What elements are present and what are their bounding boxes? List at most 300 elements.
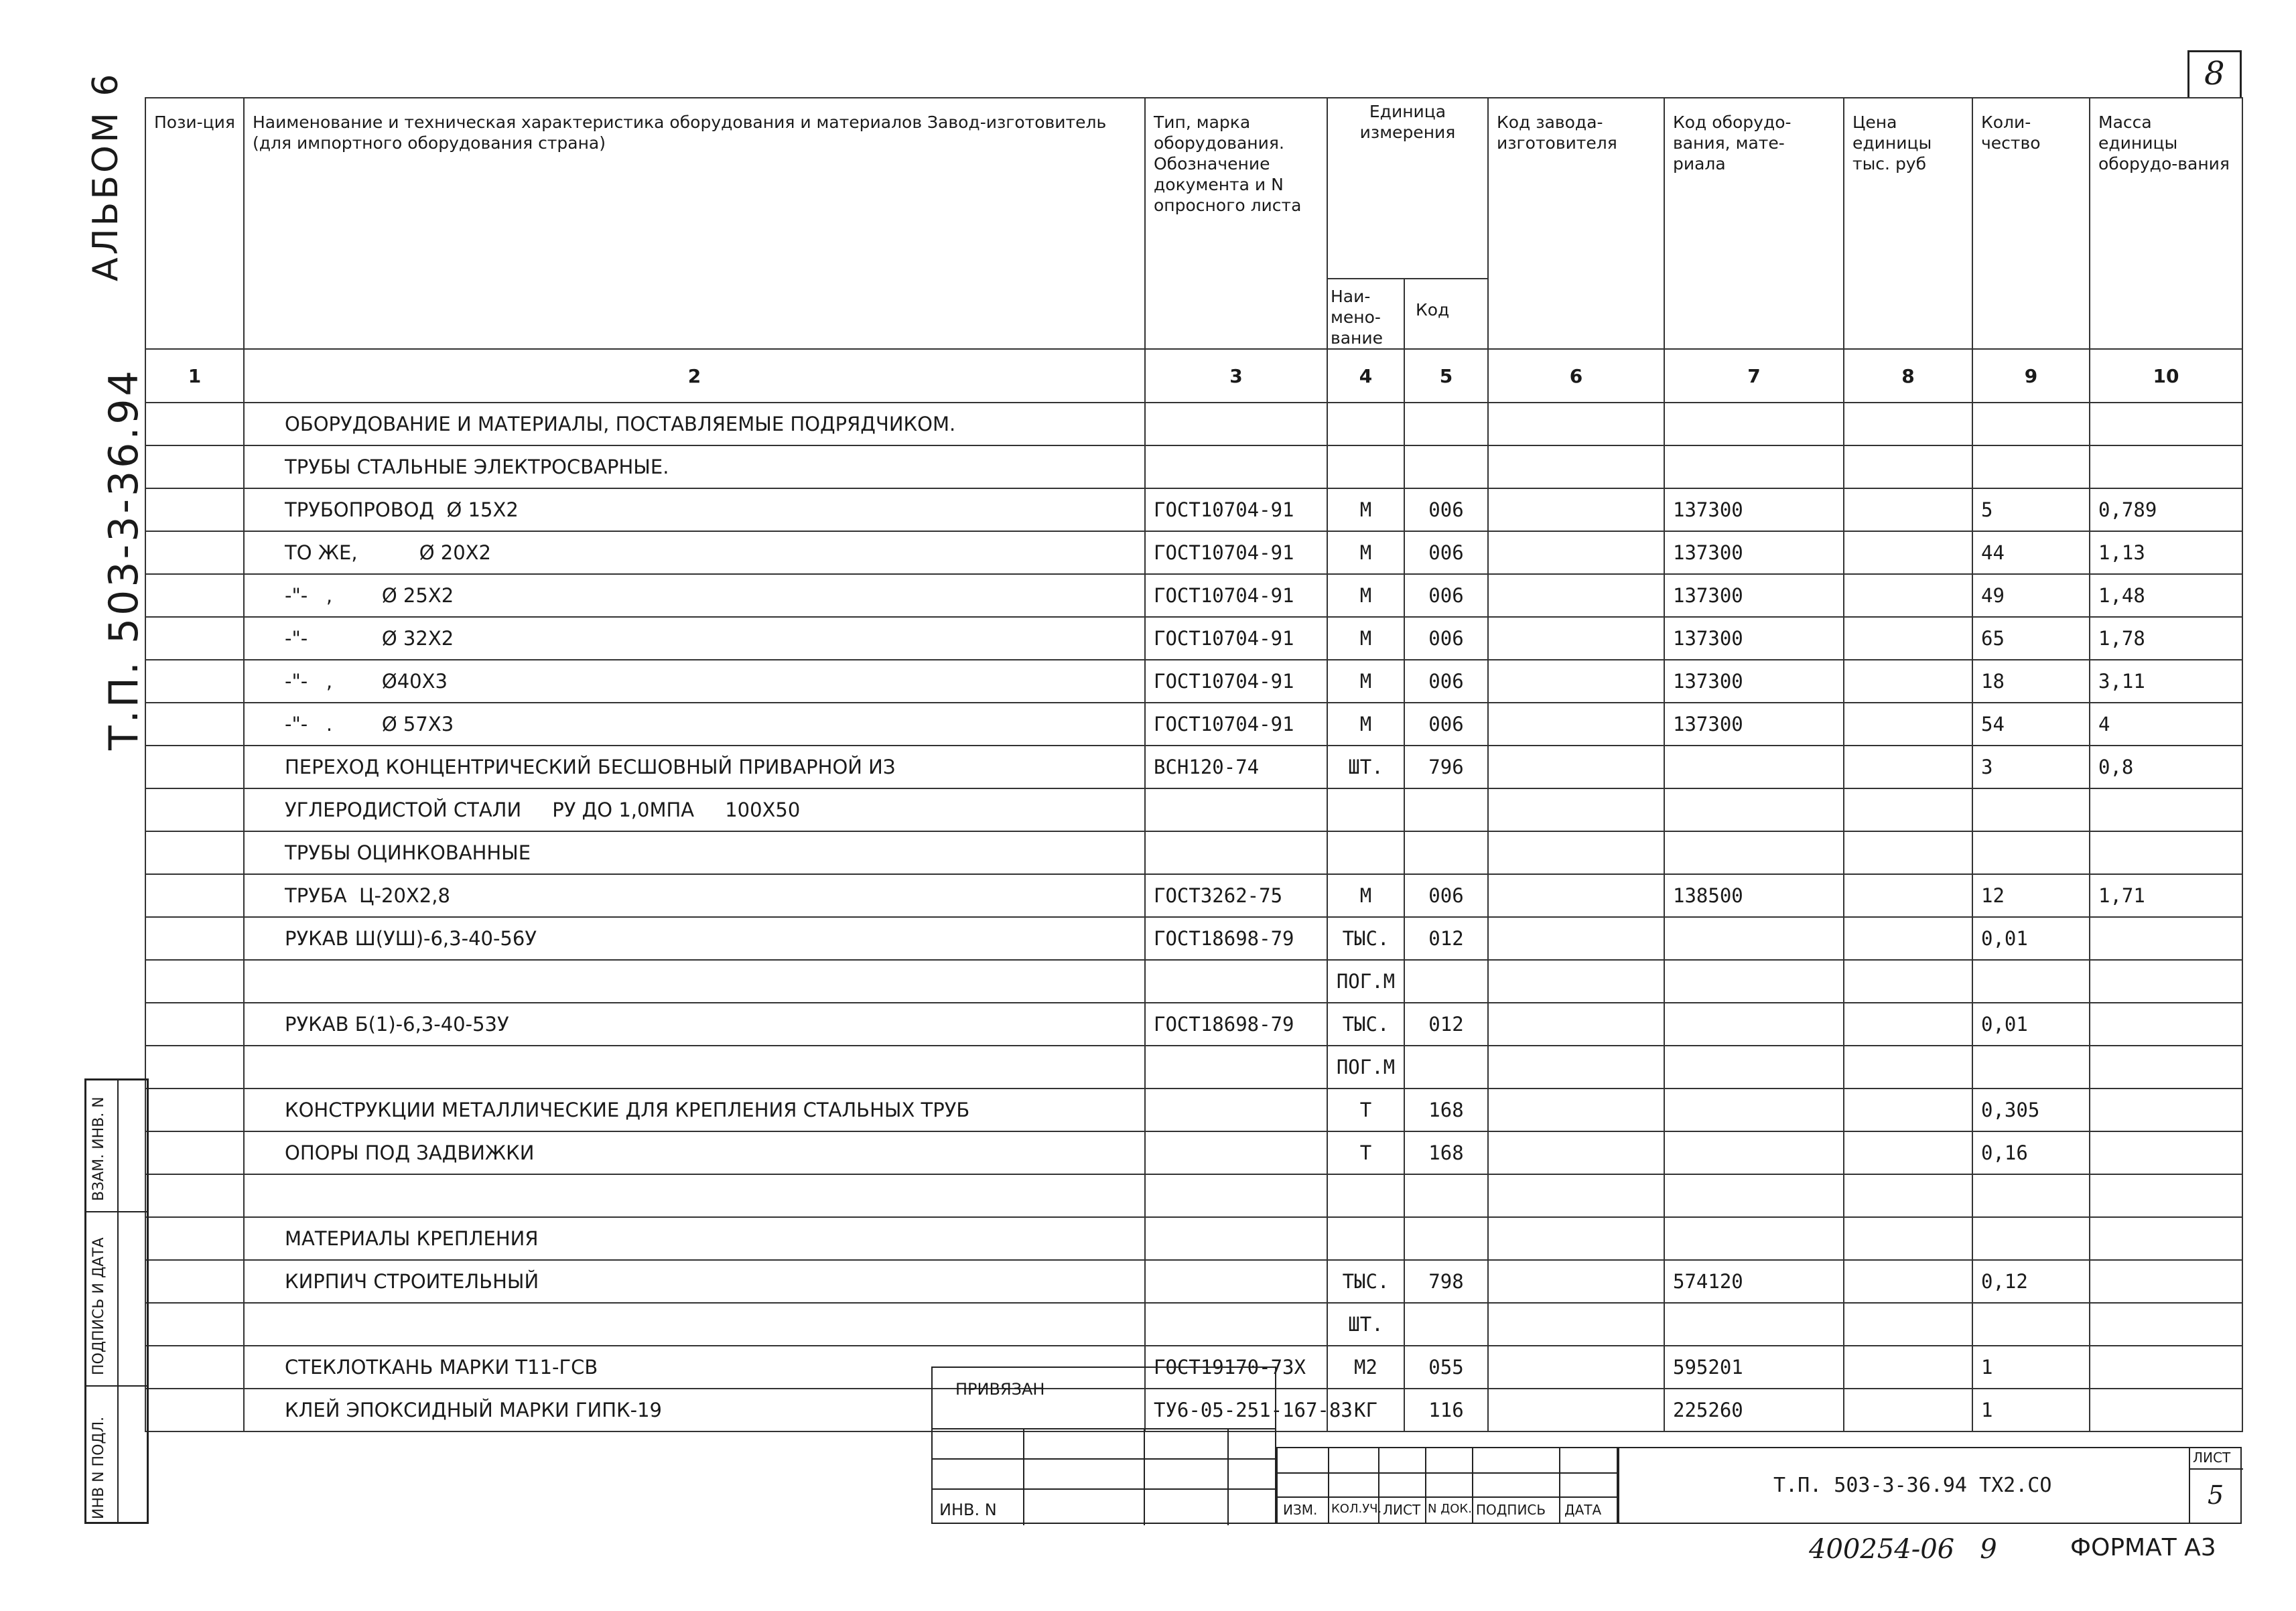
cell-unit: Т xyxy=(1327,1089,1404,1131)
cell-type xyxy=(1145,1046,1327,1089)
cell-factory-code xyxy=(1488,1174,1664,1217)
cell-quantity xyxy=(1972,1217,2090,1260)
cell-position xyxy=(145,403,244,445)
cell-unit-code: 796 xyxy=(1404,746,1488,788)
cell-quantity xyxy=(1972,445,2090,488)
cell-unit-code: 006 xyxy=(1404,488,1488,531)
izm-label: ИЗМ. xyxy=(1283,1502,1318,1518)
cell-type xyxy=(1145,403,1327,445)
cell-unit: ТЫС. xyxy=(1327,1003,1404,1046)
cell-price xyxy=(1844,403,1972,445)
table-row xyxy=(145,1131,2242,1174)
cell-material-code: 137300 xyxy=(1664,660,1844,703)
header-price: Цена единицы тыс. руб xyxy=(1844,98,1972,349)
cell-name: КИРПИЧ СТРОИТЕЛЬНЫЙ xyxy=(244,1260,1145,1303)
list-label: ЛИСТ xyxy=(1383,1502,1421,1518)
cell-factory-code xyxy=(1488,403,1664,445)
cell-name xyxy=(244,1174,1145,1217)
cell-name xyxy=(244,960,1145,1003)
table-row xyxy=(145,746,2242,788)
side-stamp xyxy=(84,1078,149,1524)
cell-position xyxy=(145,617,244,660)
stamp-podpis-data: ПОДПИСЬ И ДАТА xyxy=(90,1237,107,1375)
podpis-label: ПОДПИСЬ xyxy=(1476,1502,1546,1518)
inv-n-label: ИНВ. N xyxy=(939,1500,997,1519)
cell-type xyxy=(1145,831,1327,874)
cell-mass: 3,11 xyxy=(2090,660,2242,703)
stamp-vzam-inv: ВЗАМ. ИНВ. N xyxy=(90,1097,107,1201)
cell-unit-code: 006 xyxy=(1404,703,1488,746)
cell-factory-code xyxy=(1488,874,1664,917)
cell-unit: М xyxy=(1327,703,1404,746)
cell-position xyxy=(145,703,244,746)
cell-mass xyxy=(2090,1346,2242,1389)
cell-material-code: 574120 xyxy=(1664,1260,1844,1303)
cell-material-code: 225260 xyxy=(1664,1389,1844,1431)
table-row xyxy=(145,445,2242,488)
cell-material-code xyxy=(1664,788,1844,831)
cell-unit-code: 012 xyxy=(1404,1003,1488,1046)
cell-unit xyxy=(1327,1217,1404,1260)
cell-type: ГОСТ10704-91 xyxy=(1145,574,1327,617)
sheet-number: 8 xyxy=(2204,55,2225,92)
specification-table xyxy=(145,97,2243,1432)
cell-price xyxy=(1844,874,1972,917)
cell-name: ТРУБА Ц-20X2,8 xyxy=(244,874,1145,917)
cell-quantity: 12 xyxy=(1972,874,2090,917)
cell-price xyxy=(1844,617,1972,660)
cell-unit-code xyxy=(1404,403,1488,445)
cell-factory-code xyxy=(1488,531,1664,574)
cell-price xyxy=(1844,574,1972,617)
handwritten-number: 400254-06 9 xyxy=(1809,1534,1997,1565)
cell-position xyxy=(145,1046,244,1089)
cell-price xyxy=(1844,1217,1972,1260)
cell-unit: М xyxy=(1327,874,1404,917)
cell-quantity: 49 xyxy=(1972,574,2090,617)
cell-name xyxy=(244,1303,1145,1346)
table-row xyxy=(145,617,2242,660)
table-row xyxy=(145,488,2242,531)
cell-position xyxy=(145,1174,244,1217)
cell-quantity: 1 xyxy=(1972,1346,2090,1389)
cell-material-code xyxy=(1664,960,1844,1003)
cell-factory-code xyxy=(1488,617,1664,660)
cell-price xyxy=(1844,1003,1972,1046)
cell-price xyxy=(1844,703,1972,746)
cell-name: ТО ЖЕ, Ø 20X2 xyxy=(244,531,1145,574)
cell-price xyxy=(1844,660,1972,703)
cell-unit: М xyxy=(1327,488,1404,531)
cell-material-code xyxy=(1664,1131,1844,1174)
cell-name: -"- , Ø40X3 xyxy=(244,660,1145,703)
cell-material-code xyxy=(1664,1303,1844,1346)
cell-unit-code xyxy=(1404,831,1488,874)
cell-position xyxy=(145,574,244,617)
cell-unit: ШТ. xyxy=(1327,1303,1404,1346)
cell-position xyxy=(145,960,244,1003)
cell-position xyxy=(145,1089,244,1131)
table-row xyxy=(145,1089,2242,1131)
cell-mass xyxy=(2090,1174,2242,1217)
cell-unit-code: 012 xyxy=(1404,917,1488,960)
cell-position xyxy=(145,488,244,531)
cell-quantity xyxy=(1972,960,2090,1003)
cell-price xyxy=(1844,1089,1972,1131)
cell-material-code: 138500 xyxy=(1664,874,1844,917)
cell-factory-code xyxy=(1488,1046,1664,1089)
cell-quantity xyxy=(1972,831,2090,874)
cell-mass xyxy=(2090,831,2242,874)
column-number: 3 xyxy=(1145,349,1327,403)
cell-unit-code: 006 xyxy=(1404,574,1488,617)
table-row xyxy=(145,831,2242,874)
cell-position xyxy=(145,660,244,703)
cell-unit: ПОГ.М xyxy=(1327,1046,1404,1089)
cell-type xyxy=(1145,445,1327,488)
cell-unit-code: 006 xyxy=(1404,874,1488,917)
column-number: 2 xyxy=(244,349,1145,403)
cell-type xyxy=(1145,1217,1327,1260)
cell-factory-code xyxy=(1488,574,1664,617)
cell-unit: КГ xyxy=(1327,1389,1404,1431)
cell-unit-code: 798 xyxy=(1404,1260,1488,1303)
cell-price xyxy=(1844,1260,1972,1303)
cell-unit-code xyxy=(1404,1174,1488,1217)
cell-quantity: 65 xyxy=(1972,617,2090,660)
cell-factory-code xyxy=(1488,1217,1664,1260)
cell-price xyxy=(1844,1389,1972,1431)
header-quantity: Коли-чество xyxy=(1972,98,2090,349)
cell-position xyxy=(145,1260,244,1303)
cell-name: ТРУБЫ СТАЛЬНЫЕ ЭЛЕКТРОСВАРНЫЕ. xyxy=(244,445,1145,488)
cell-unit: М xyxy=(1327,617,1404,660)
cell-name: ОБОРУДОВАНИЕ И МАТЕРИАЛЫ, ПОСТАВЛЯЕМЫЕ ПОДРЯДЧИКОМ. xyxy=(244,403,1145,445)
cell-quantity xyxy=(1972,1174,2090,1217)
cell-mass xyxy=(2090,1303,2242,1346)
cell-mass: 0,789 xyxy=(2090,488,2242,531)
cell-price xyxy=(1844,831,1972,874)
privyazan-label: ПРИВЯЗАН xyxy=(955,1380,1045,1399)
kol-uch-label: КОЛ.УЧ. xyxy=(1331,1502,1382,1516)
list-number: 5 xyxy=(2208,1480,2224,1510)
designation-block xyxy=(1618,1447,2242,1524)
cell-factory-code xyxy=(1488,917,1664,960)
cell-mass xyxy=(2090,917,2242,960)
revision-grid xyxy=(1276,1447,1618,1524)
header-unit-code: Код xyxy=(1404,279,1488,349)
cell-position xyxy=(145,445,244,488)
cell-position xyxy=(145,1389,244,1431)
cell-type: ГОСТ3262-75 xyxy=(1145,874,1327,917)
cell-unit xyxy=(1327,1174,1404,1217)
column-number: 7 xyxy=(1664,349,1844,403)
cell-factory-code xyxy=(1488,660,1664,703)
cell-type: ГОСТ19170-73X xyxy=(1145,1346,1327,1389)
sheet-number-box xyxy=(2187,50,2242,97)
cell-quantity: 3 xyxy=(1972,746,2090,788)
cell-position xyxy=(145,746,244,788)
cell-price xyxy=(1844,1131,1972,1174)
cell-quantity: 0,01 xyxy=(1972,1003,2090,1046)
cell-unit xyxy=(1327,831,1404,874)
cell-price xyxy=(1844,488,1972,531)
cell-unit: М xyxy=(1327,660,1404,703)
table-row xyxy=(145,788,2242,831)
cell-price xyxy=(1844,746,1972,788)
cell-unit xyxy=(1327,403,1404,445)
cell-mass xyxy=(2090,1389,2242,1431)
cell-material-code xyxy=(1664,403,1844,445)
table-row xyxy=(145,1260,2242,1303)
cell-price xyxy=(1844,788,1972,831)
cell-type xyxy=(1145,1303,1327,1346)
column-number: 4 xyxy=(1327,349,1404,403)
cell-factory-code xyxy=(1488,746,1664,788)
cell-material-code xyxy=(1664,746,1844,788)
table-row xyxy=(145,1003,2242,1046)
cell-position xyxy=(145,1131,244,1174)
cell-unit-code: 055 xyxy=(1404,1346,1488,1389)
album-label: АЛЬБОМ 6 xyxy=(86,71,126,281)
header-units: Единица измерения xyxy=(1327,98,1488,279)
cell-mass: 1,13 xyxy=(2090,531,2242,574)
cell-material-code: 137300 xyxy=(1664,488,1844,531)
cell-unit-code: 116 xyxy=(1404,1389,1488,1431)
cell-type: ГОСТ10704-91 xyxy=(1145,531,1327,574)
cell-name: КЛЕЙ ЭПОКСИДНЫЙ МАРКИ ГИПК-19 xyxy=(244,1389,1145,1431)
cell-material-code xyxy=(1664,831,1844,874)
cell-unit: М2 xyxy=(1327,1346,1404,1389)
cell-price xyxy=(1844,1046,1972,1089)
cell-material-code: 137300 xyxy=(1664,703,1844,746)
cell-material-code xyxy=(1664,1046,1844,1089)
header-row xyxy=(145,98,2242,279)
cell-name: ТРУБОПРОВОД Ø 15X2 xyxy=(244,488,1145,531)
cell-material-code xyxy=(1664,1003,1844,1046)
cell-type: ГОСТ18698-79 xyxy=(1145,917,1327,960)
cell-name: ТРУБЫ ОЦИНКОВАННЫЕ xyxy=(244,831,1145,874)
cell-quantity: 0,01 xyxy=(1972,917,2090,960)
cell-factory-code xyxy=(1488,831,1664,874)
cell-mass xyxy=(2090,1131,2242,1174)
cell-position xyxy=(145,1217,244,1260)
cell-unit-code: 006 xyxy=(1404,531,1488,574)
specification-body xyxy=(145,403,2242,1431)
cell-material-code xyxy=(1664,1174,1844,1217)
cell-type: ГОСТ10704-91 xyxy=(1145,703,1327,746)
cell-factory-code xyxy=(1488,1131,1664,1174)
cell-unit: ТЫС. xyxy=(1327,917,1404,960)
table-row xyxy=(145,874,2242,917)
cell-unit-code: 168 xyxy=(1404,1089,1488,1131)
table-row xyxy=(145,1303,2242,1346)
cell-unit-code xyxy=(1404,1303,1488,1346)
cell-price xyxy=(1844,531,1972,574)
cell-material-code xyxy=(1664,445,1844,488)
cell-type xyxy=(1145,960,1327,1003)
cell-unit: М xyxy=(1327,574,1404,617)
cell-mass: 1,78 xyxy=(2090,617,2242,660)
cell-price xyxy=(1844,960,1972,1003)
project-code-vertical: Т.П. 503-3-36.94 xyxy=(100,368,147,750)
cell-position xyxy=(145,788,244,831)
cell-position xyxy=(145,831,244,874)
cell-factory-code xyxy=(1488,1303,1664,1346)
cell-name: ОПОРЫ ПОД ЗАДВИЖКИ xyxy=(244,1131,1145,1174)
cell-material-code xyxy=(1664,917,1844,960)
table-row xyxy=(145,660,2242,703)
cell-type: ГОСТ10704-91 xyxy=(1145,488,1327,531)
cell-mass xyxy=(2090,445,2242,488)
cell-type xyxy=(1145,788,1327,831)
table-row xyxy=(145,917,2242,960)
header-unit-name: Наи-мено-вание xyxy=(1327,279,1404,349)
cell-quantity: 1 xyxy=(1972,1389,2090,1431)
cell-mass: 4 xyxy=(2090,703,2242,746)
cell-material-code xyxy=(1664,1089,1844,1131)
header-factory-code: Код завода-изготовителя xyxy=(1488,98,1664,349)
document-designation: Т.П. 503-3-36.94 ТХ2.СО xyxy=(1773,1474,2052,1497)
cell-factory-code xyxy=(1488,1389,1664,1431)
data-label: ДАТА xyxy=(1564,1502,1602,1518)
cell-quantity xyxy=(1972,788,2090,831)
cell-type xyxy=(1145,1174,1327,1217)
cell-unit: ПОГ.М xyxy=(1327,960,1404,1003)
cell-quantity: 0,305 xyxy=(1972,1089,2090,1131)
cell-unit: М xyxy=(1327,531,1404,574)
cell-name: УГЛЕРОДИСТОЙ СТАЛИ РУ ДО 1,0МПА 100X50 xyxy=(244,788,1145,831)
cell-name: МАТЕРИАЛЫ КРЕПЛЕНИЯ xyxy=(244,1217,1145,1260)
cell-position xyxy=(145,1303,244,1346)
header-mass: Масса единицы оборудо-вания xyxy=(2090,98,2242,349)
table-row xyxy=(145,1217,2242,1260)
cell-name: КОНСТРУКЦИИ МЕТАЛЛИЧЕСКИЕ ДЛЯ КРЕПЛЕНИЯ СТАЛЬНЫХ ТРУБ xyxy=(244,1089,1145,1131)
cell-factory-code xyxy=(1488,1003,1664,1046)
header-position: Пози-ция xyxy=(145,98,244,349)
cell-name: -"- Ø 32X2 xyxy=(244,617,1145,660)
cell-name: СТЕКЛОТКАНЬ МАРКИ Т11-ГСВ xyxy=(244,1346,1145,1389)
privyazan-block xyxy=(931,1367,1276,1524)
table-row xyxy=(145,960,2242,1003)
cell-position xyxy=(145,1346,244,1389)
cell-factory-code xyxy=(1488,488,1664,531)
cell-name: РУКАВ Ш(УШ)-6,3-40-56У xyxy=(244,917,1145,960)
cell-unit-code xyxy=(1404,1217,1488,1260)
format-label: ФОРМАТ А3 xyxy=(2070,1534,2216,1561)
cell-material-code xyxy=(1664,1217,1844,1260)
cell-mass xyxy=(2090,1260,2242,1303)
cell-position xyxy=(145,531,244,574)
cell-unit-code: 006 xyxy=(1404,617,1488,660)
cell-unit-code: 168 xyxy=(1404,1131,1488,1174)
cell-price xyxy=(1844,1174,1972,1217)
cell-factory-code xyxy=(1488,1346,1664,1389)
cell-factory-code xyxy=(1488,445,1664,488)
cell-factory-code xyxy=(1488,960,1664,1003)
cell-quantity: 0,12 xyxy=(1972,1260,2090,1303)
cell-quantity: 44 xyxy=(1972,531,2090,574)
cell-unit xyxy=(1327,788,1404,831)
cell-quantity: 54 xyxy=(1972,703,2090,746)
cell-material-code: 137300 xyxy=(1664,617,1844,660)
table-row xyxy=(145,703,2242,746)
cell-name: РУКАВ Б(1)-6,3-40-53У xyxy=(244,1003,1145,1046)
cell-type xyxy=(1145,1131,1327,1174)
cell-mass: 1,71 xyxy=(2090,874,2242,917)
cell-quantity xyxy=(1972,403,2090,445)
cell-unit-code xyxy=(1404,445,1488,488)
cell-unit: Т xyxy=(1327,1131,1404,1174)
cell-type xyxy=(1145,1089,1327,1131)
cell-name: -"- , Ø 25X2 xyxy=(244,574,1145,617)
header-material-code: Код оборудо-вания, мате-риала xyxy=(1664,98,1844,349)
cell-mass xyxy=(2090,788,2242,831)
cell-quantity: 5 xyxy=(1972,488,2090,531)
cell-name: ПЕРЕХОД КОНЦЕНТРИЧЕСКИЙ БЕСШОВНЫЙ ПРИВАРНОЙ ИЗ xyxy=(244,746,1145,788)
cell-quantity: 18 xyxy=(1972,660,2090,703)
cell-mass xyxy=(2090,1003,2242,1046)
cell-material-code: 137300 xyxy=(1664,574,1844,617)
column-numbers-row xyxy=(145,349,2242,403)
cell-material-code: 595201 xyxy=(1664,1346,1844,1389)
cell-quantity xyxy=(1972,1303,2090,1346)
cell-factory-code xyxy=(1488,1089,1664,1131)
cell-factory-code xyxy=(1488,703,1664,746)
cell-mass xyxy=(2090,1089,2242,1131)
cell-mass xyxy=(2090,403,2242,445)
cell-name xyxy=(244,1046,1145,1089)
table-row xyxy=(145,1174,2242,1217)
cell-mass xyxy=(2090,960,2242,1003)
column-number: 9 xyxy=(1972,349,2090,403)
cell-price xyxy=(1844,1303,1972,1346)
column-number: 1 xyxy=(145,349,244,403)
cell-mass: 0,8 xyxy=(2090,746,2242,788)
cell-position xyxy=(145,874,244,917)
cell-mass: 1,48 xyxy=(2090,574,2242,617)
cell-unit-code xyxy=(1404,960,1488,1003)
cell-price xyxy=(1844,1346,1972,1389)
cell-position xyxy=(145,917,244,960)
cell-mass xyxy=(2090,1046,2242,1089)
column-number: 6 xyxy=(1488,349,1664,403)
cell-unit xyxy=(1327,445,1404,488)
cell-type: ГОСТ10704-91 xyxy=(1145,660,1327,703)
cell-price xyxy=(1844,917,1972,960)
cell-type xyxy=(1145,1260,1327,1303)
cell-type: ГОСТ10704-91 xyxy=(1145,617,1327,660)
cell-quantity: 0,16 xyxy=(1972,1131,2090,1174)
cell-unit: ШТ. xyxy=(1327,746,1404,788)
table-row xyxy=(145,531,2242,574)
cell-type: ВСН120-74 xyxy=(1145,746,1327,788)
table-row xyxy=(145,574,2242,617)
cell-type: ГОСТ18698-79 xyxy=(1145,1003,1327,1046)
stamp-inv-podl: ИНВ N ПОДЛ. xyxy=(90,1416,107,1519)
cell-factory-code xyxy=(1488,1260,1664,1303)
table-row xyxy=(145,403,2242,445)
cell-unit-code: 006 xyxy=(1404,660,1488,703)
cell-material-code: 137300 xyxy=(1664,531,1844,574)
cell-unit-code xyxy=(1404,1046,1488,1089)
cell-mass xyxy=(2090,1217,2242,1260)
column-number: 8 xyxy=(1844,349,1972,403)
cell-position xyxy=(145,1003,244,1046)
list-label-right: ЛИСТ xyxy=(2193,1450,2231,1466)
header-name: Наименование и техническая характеристика оборудования и материалов Завод-изготовитель (для импортного оборудования страна) xyxy=(244,98,1145,349)
cell-unit: ТЫС. xyxy=(1327,1260,1404,1303)
